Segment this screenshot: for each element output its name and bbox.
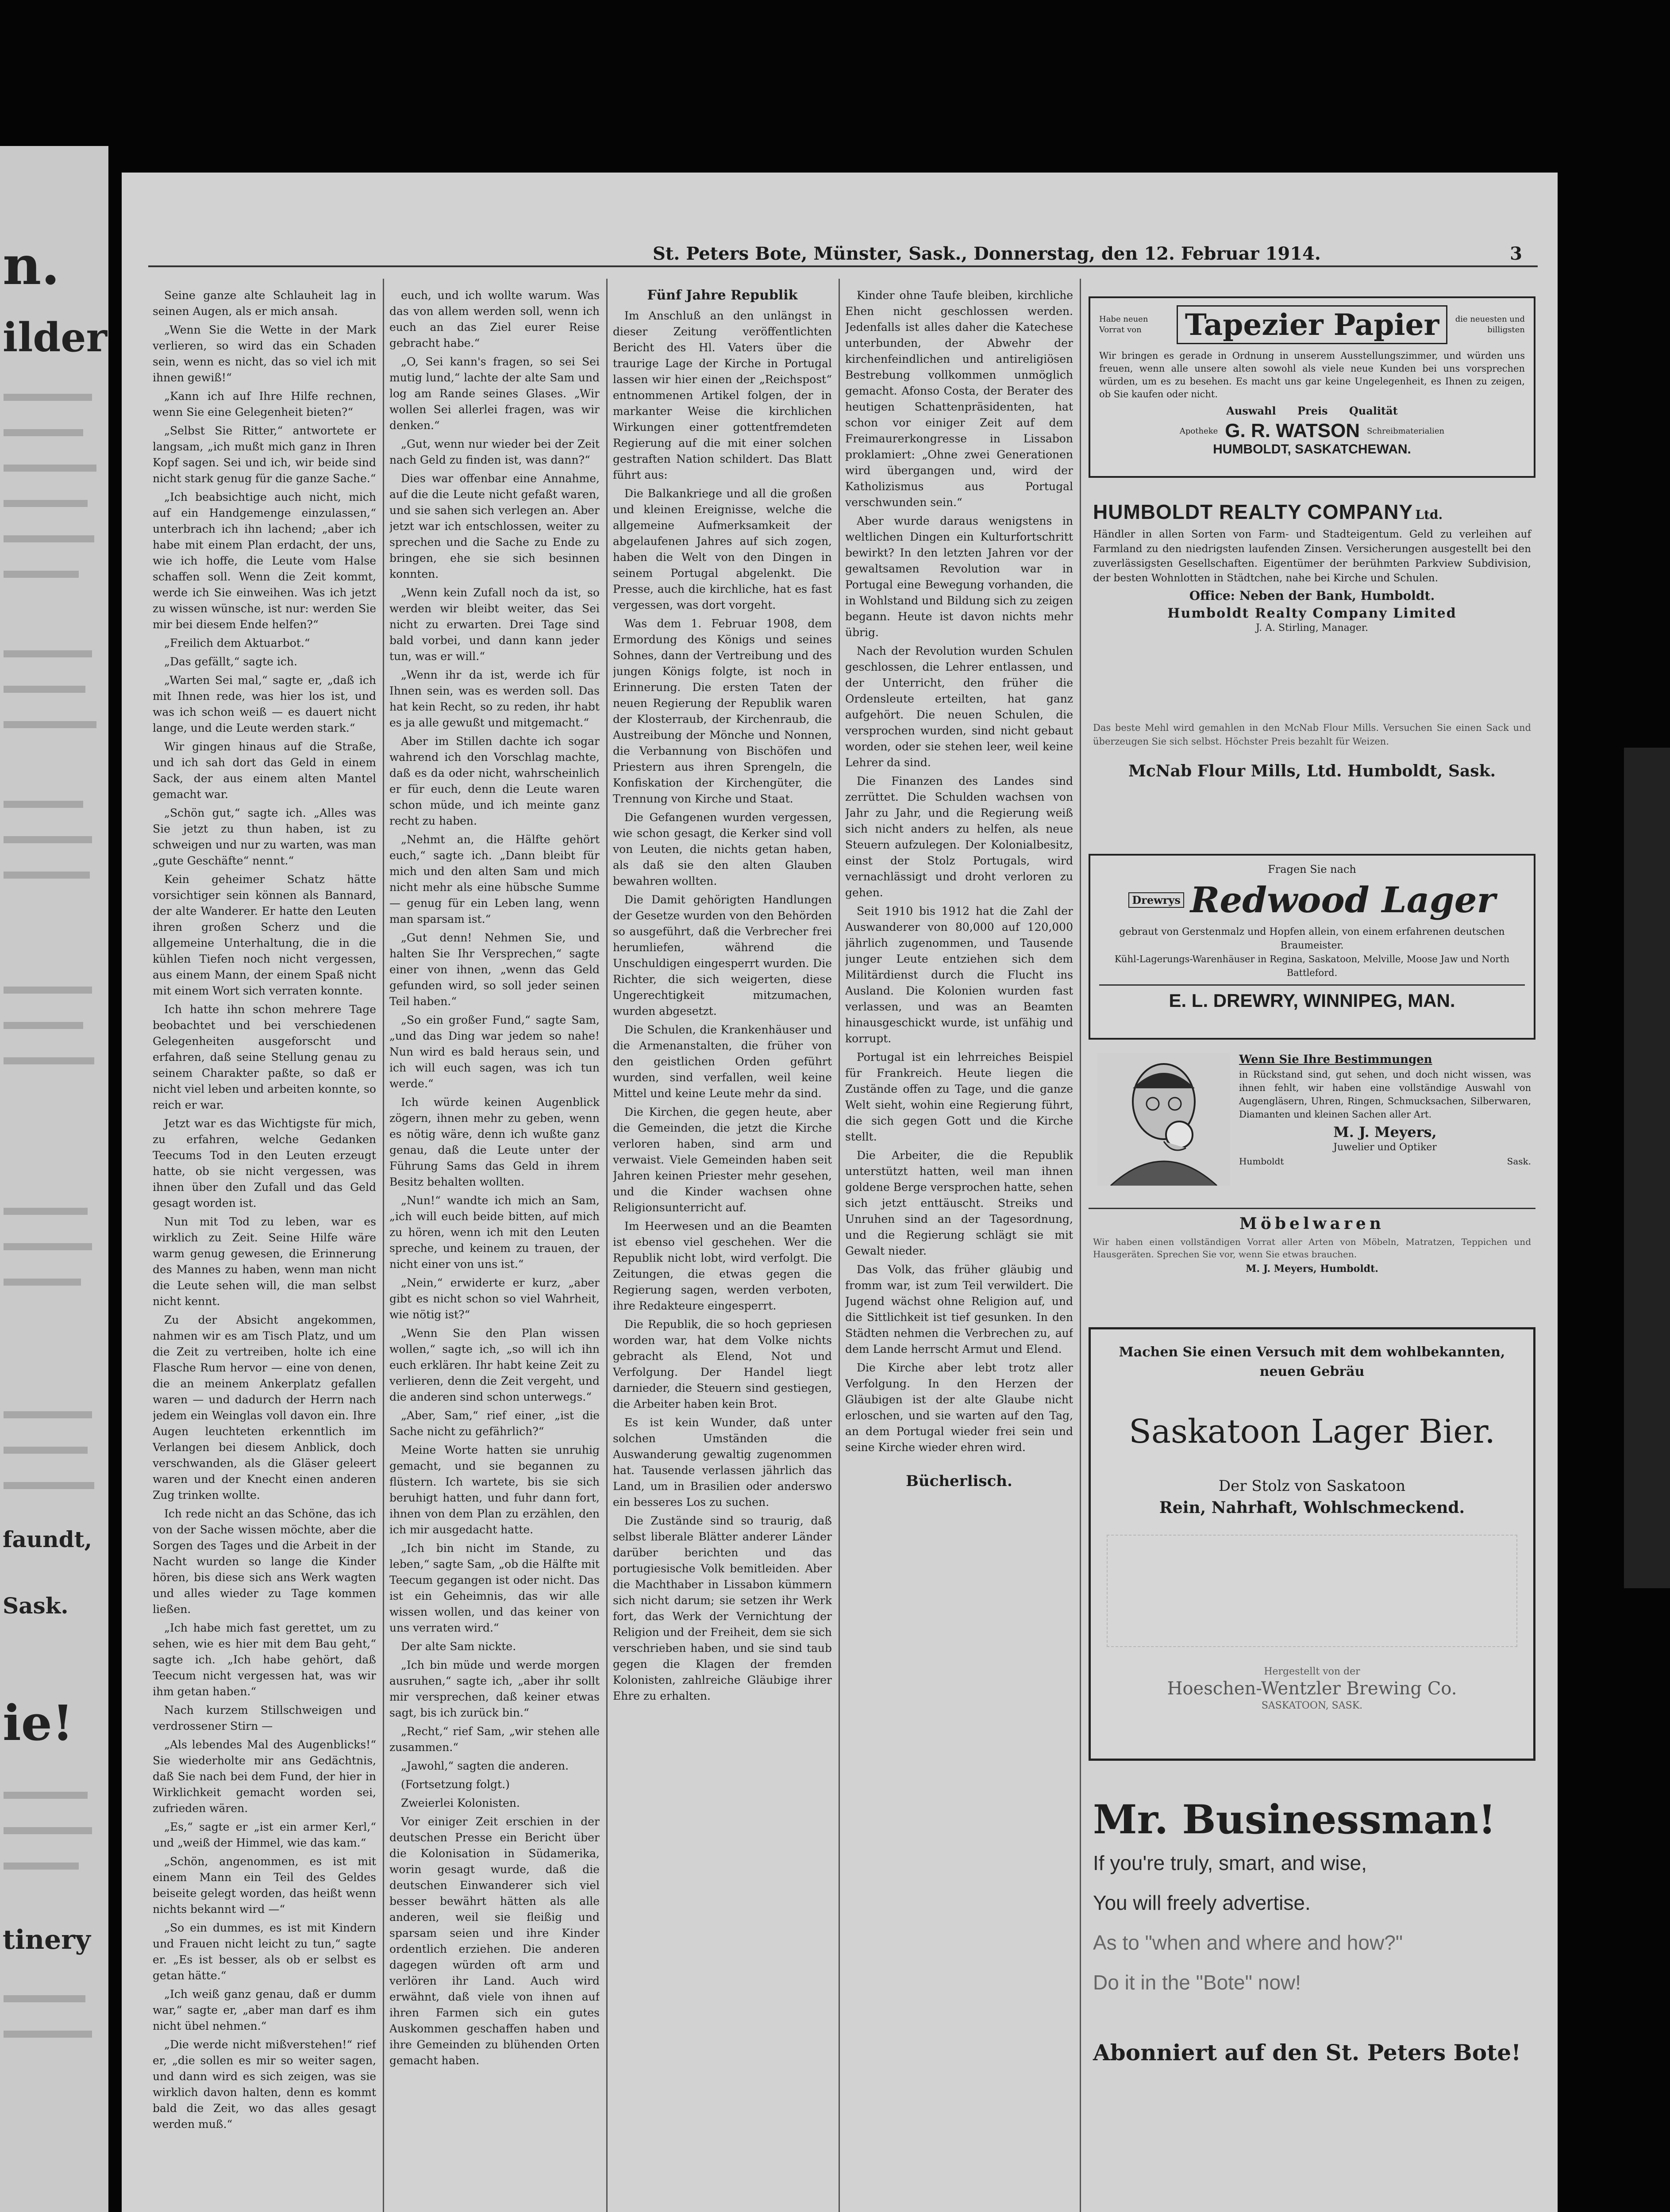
ad-footer: Hergestellt von der [1264, 1666, 1360, 1677]
paragraph: „Schön gut,“ sagte ich. „Alles was Sie jetzt zu thun haben, ist zu schweigen und nur zu warten, was man „gute Geschäfte“ nennt.“ [153, 806, 376, 867]
ad-body: Wir bringen es gerade in Ordnung in unserem Ausstellungszimmer, und würden uns freuen, wenn alle unsere alten sowohl als viele neue Kunden bei uns vorsprechen würden, um es zu besehen. Es macht uns gar keine Ungelegenheit, es Ihnen zu zeigen, ob Sie kaufen oder nicht. [1099, 350, 1525, 399]
paragraph: Die Kirche aber lebt trotz aller Verfolgung. In den Herzen der Gläubigen ist der alte Glaube nicht erloschen, und sie warten auf den Tag, an dem Portugal wieder frei sein und seine Kirche wieder ehren wird. [845, 1361, 1073, 1454]
paragraph: „Nun!“ wandte ich mich an Sam, „ich will euch beide bitten, auf mich zu hören, wenn ich mit den Leuten spreche, und keinem zu trauen, der nicht einer von uns ist.“ [389, 1194, 600, 1271]
paragraph: „Wenn Sie den Plan wissen wollen,“ sagte ich, „so will ich ihn euch erklären. Ihr habt keine Zeit zu verlieren, denn die Zeit vergeht, und die anderen sind schon unterwegs.“ [389, 1327, 600, 1403]
paragraph: „Freilich dem Aktuarbot.“ [164, 637, 310, 649]
paragraph: Die Finanzen des Landes sind zerrüttet. Die Schulden wachsen von Jahr zu Jahr, und die Regierung weiß sich nicht anders zu helfen, als neue Steuern aufzulegen. Der Kolonialbesitz, einst der Stolz Portugals, wird vernachlässigt und droht verloren zu gehen. [845, 775, 1073, 899]
column-divider [606, 279, 608, 2212]
paragraph: „Warten Sei mal,“ sagte er, „daß ich mit Ihnen rede, was hier los ist, und was ich schon weiß — es dauert nicht lange, und die Leute werden stark.“ [153, 674, 376, 734]
paragraph: Die Gefangenen wurden vergessen, wie schon gesagt, die Kerker sind voll von Leuten, die nichts getan haben, als daß sie den alten Glauben bewahren wollten. [613, 811, 832, 887]
ad-town: HUMBOLDT, SASKATCHEWAN. [1213, 442, 1411, 457]
ad-brand-prefix: Drewrys [1128, 892, 1184, 908]
advertisement-column [1089, 288, 1540, 2210]
story-column-2 [389, 288, 600, 2210]
paragraph: „Ich habe mich fast gerettet, um zu sehen, wie es hier mit dem Bau geht,“ sagte ich. „Ich habe gehört, daß Teecum nicht vergessen hat, was wir ihm getan haben.“ [153, 1621, 376, 1698]
ad-moebelwaren [1089, 1214, 1535, 1303]
ad-divider [1089, 1208, 1535, 1209]
paragraph: Aber im Stillen dachte ich sogar wahrend ich den Vorschlag machte, daß es da oder nicht, wahrscheinlich er für euch, denn die Leute waren schon müde, und ich meinte ganz recht zu haben. [389, 735, 600, 827]
story-column-body [613, 308, 832, 1704]
ad-humboldt-realty [1089, 500, 1535, 708]
paragraph: „Gut, wenn nur wieder bei der Zeit nach Geld zu finden ist, was dann?“ [389, 438, 600, 466]
paragraph: Zweierlei Kolonisten. [401, 1797, 520, 1809]
ad-headline: Wenn Sie Ihre Bestimmungen [1239, 1053, 1432, 1066]
ad-dealer-name: G. R. WATSON [1225, 420, 1360, 442]
paragraph: Im Heerwesen und an die Beamten ist ebenso viel geschehen. Wer die Republik nicht lobt, wird verfolgt. Die Zeitungen, die etwas gegen die Regierung sagen, werden verboten, ihre Redakteure eingesperrt. [613, 1220, 832, 1312]
ad-mr-businessman [1089, 1796, 1535, 2026]
ad-title-suffix: Ltd. [1415, 507, 1443, 522]
story-column-1 [153, 288, 376, 2210]
column-end-mark: Bücherlisch. [906, 1472, 1012, 1490]
previous-page-strip [0, 146, 108, 2212]
ad-saskatoon-lager [1089, 1327, 1535, 1761]
page-number: 3 [1510, 243, 1522, 264]
column-divider [1080, 279, 1081, 2212]
paragraph: „Die werde nicht mißverstehen!“ rief er, „die sollen es mir so weiter sagen, und dann wird es sich zeigen, was sie wirklich davon halten, denn es kommt bald die Zeit, wo das alles gesagt werden muß.“ [153, 2038, 376, 2131]
story-column-body [389, 288, 600, 2069]
ad-town: SASKATOON, SASK. [1261, 1700, 1363, 1711]
paragraph: Was dem 1. Februar 1908, dem Ermordung des Königs und seines Sohnes, dann der Vertreibung und des jungen Königs folgte, ist noch in Erinnerung. Die ersten Taten der neuen Regierung der Republik waren der Klosterraub, der Kirchenraub, die Austreibung der Mönche und Nonnen, die Verbannung von Bischöfen und Priestern aus ihren Sprengeln, die Konfiskation der Kirchengüter, die Trennung von Kirche und Staat. [613, 617, 832, 805]
paragraph: Die Kirchen, die gegen heute, aber die Gemeinden, die jetzt die Kirche verloren haben, sind arm und verwaist. Viele Gemeinden haben seit Jahren keinen Priester mehr gesehen, und die Kinder wachsen ohne Religionsunterricht auf. [613, 1106, 832, 1214]
prev-page-fragment: faundt, [3, 1526, 92, 1552]
verse-line: Do it in the "Bote" now! [1093, 1971, 1301, 1994]
ad-town: Humboldt [1239, 1156, 1284, 1167]
column-divider [383, 279, 384, 2212]
paragraph: Der alte Sam nickte. [401, 1640, 516, 1653]
article-column-continued [845, 288, 1073, 2210]
paragraph: Jetzt war es das Wichtigste für mich, zu erfahren, welche Gedanken Teecums Tod in den Leuten erzeugt hatte, ob sie nicht vergessen, was ihnen über den Zufall und das Geld gesagt worden ist. [153, 1117, 376, 1210]
paragraph: Zu der Absicht angekommen, nahmen wir es am Tisch Platz, und um die Zeit zu vertreiben, holte ich eine Flasche Rum hervor — eine von denen, die an meinem Ankerplatz gefallen waren — und dadurch der Herrn nach jedem ein Weinglas voll davon ein. Ihre Augen leuchteten erkenntlich im Verlangen bei diesem Anblick, doch verschwanden, als die Gläser geleert waren und der Knecht einen anderen Zug trinken wollte. [153, 1313, 376, 1502]
paragraph: Die Balkankriege und all die großen und kleinen Ereignisse, welche die allgemeine Aufmerksamkeit der abgelaufenen Jahres auf sich zogen, haben die Welt von den Dingen in seinem Portugal abgelenkt. Die Presse, auch die kirchliche, hat es fast vergessen, was dort vorgeht. [613, 487, 832, 611]
paragraph: „Nehmt an, die Hälfte gehört euch,“ sagte ich. „Dann bleibt für mich und den alten Sam und mich nicht mehr als eine hübsche Summe — genug für ein Leben lang, wenn man sparsam ist.“ [389, 833, 600, 926]
ad-maker: E. L. DREWRY, WINNIPEG, MAN. [1169, 990, 1455, 1011]
paragraph: „Recht,“ rief Sam, „wir stehen alle zusammen.“ [389, 1725, 600, 1754]
ad-invite: Machen Sie einen Versuch mit dem wohlbekannten, neuen Gebräu [1119, 1344, 1505, 1379]
ad-dealer-suffix: Schreibmaterialien [1367, 426, 1445, 436]
paragraph: Kein geheimer Schatz hätte vorsichtiger sein können als Bannard, der alte Wanderer. Er hatte den Leuten ihren großen Scherz und die allgemeine Unterhaltung, die in die kühlen Tiefen noch nicht vergessen, aus einem Mann, der einem Spaß nicht mit einem Wort sich verraten konnte. [153, 873, 376, 997]
paragraph: Das Volk, das früher gläubig und fromm war, ist zum Teil verwildert. Die Jugend wächst ohne Religion auf, und die Sittlichkeit ist tief gesunken. In den Städten nehmen die Verbrechen zu, auf dem Lande herrscht Armut und Elend. [845, 1263, 1073, 1356]
ad-subscribe [1089, 2039, 1535, 2075]
story-column-body [845, 288, 1073, 1455]
paragraph: „Ich bin nicht im Stande, zu leben,“ sagte Sam, „ob die Hälfte mit Teecum gegangen ist oder nicht. Das ist ein Geheimnis, das wir alle wissen wollen, und das keiner von uns verraten wird.“ [389, 1542, 600, 1634]
paragraph: Dies war offenbar eine Annahme, auf die die Leute nicht gefaßt waren, und sie sahen sich verlegen an. Aber jetzt war ich entschlossen, weiter zu sprechen und die Sache zu Ende zu bringen, ehe sie sich besinnen konnten. [389, 472, 600, 580]
paragraph: „Ich beabsichtige auch nicht, mich auf ein Handgemenge einzulassen,“ unterbrach ich ihn lachend; „aber ich habe mit einem Plan erdacht, der uns, wie ich hoffe, die Leute vom Halse schaffen soll. Wenn die Zeit kommt, werde ich Sie einweihen. Was ich jetzt zu wissen wünsche, ist nur: werden Sie mir bei diesem Ende helfen?“ [153, 491, 376, 631]
paragraph: „Es,“ sagte er „ist ein armer Kerl,“ und „weiß der Himmel, wie das kam.“ [153, 1820, 376, 1849]
ad-title: HUMBOLDT REALTY COMPANY [1093, 500, 1413, 523]
ad-office: Office: Neben der Bank, Humboldt. [1189, 588, 1435, 603]
paragraph: Seine ganze alte Schlauheit lag in seinen Augen, als er mich ansah. [153, 289, 376, 318]
verse-line: You will freely advertise. [1093, 1891, 1311, 1914]
paragraph: „Gut denn! Nehmen Sie, und halten Sie Ihr Versprechen,“ sagte einer von ihnen, „wenn das Geld gefunden wird, so soll jeder seinen Teil haben.“ [389, 931, 600, 1008]
story-column-body [153, 288, 376, 2132]
ad-body: in Rückstand sind, gut sehen, und doch nicht wissen, was ihnen fehlt, wir haben eine vollständige Auswahl von Augengläsern, Uhren, Ringen, Schmucksachen, Silberwaren, Diamanten und kleinen Sachen aller Art. [1239, 1069, 1531, 1120]
paragraph: „Aber, Sam,“ rief einer, „ist die Sache nicht zu gefährlich?“ [389, 1409, 600, 1438]
ad-slogan: Rein, Nahrhaft, Wohlschmeckend. [1159, 1498, 1465, 1517]
ad-body: Händler in allen Sorten von Farm- und Stadteigentum. Geld zu verleihen auf Farmland zu den niedrigsten laufenden Zinsen. Versicherungen ausgestellt bei den zuverlässigsten Gesellschaften. Eigentümer der berühmten Parkview Subdivision, der besten Wohnlotten in Städtchen, nahe bei Kirche und Schulen. [1093, 529, 1531, 584]
paragraph: (Fortsetzung folgt.) [401, 1778, 510, 1791]
prev-page-fragment: tinery [3, 1924, 91, 1955]
paragraph: Kinder ohne Taufe bleiben, kirchliche Ehen nicht geschlossen werden. Jedenfalls ist alles daher die Katechese unterbunden, der Abwehr der kirchenfeindlichen und antireligiösen Bestrebung vollkommen unmöglich gemacht. Afonso Costa, der Berater des heutigen Schattenpräsidenten, hat schon vor einiger Zeit auf dem Freimaurerkongresse in Lissabon proklamiert: „Ohne zwei Generationen wird übergangen und, wird der Katholizismus aus Portugal verschwunden sein.“ [845, 289, 1073, 509]
prev-page-fragment: ie! [3, 1694, 74, 1751]
newspaper-page [122, 173, 1558, 2212]
column-divider [839, 279, 840, 2212]
paragraph: „Wenn Sie die Wette in der Mark verlieren, so wird das ein Schaden sein, wenn es nicht, das so viel ich mit ihnen gewiß!“ [153, 323, 376, 384]
paragraph: Nach kurzem Stillschweigen und verdrossener Stirn — [153, 1704, 376, 1732]
ad-verse [1093, 1843, 1531, 2002]
ad-brewery: Hoeschen-Wentzler Brewing Co. [1167, 1678, 1457, 1699]
paragraph: „Ich bin müde und werde morgen ausruhen,“ sagte ich, „aber ihr sollt mir versprechen, daß keiner etwas sagt, bis ich zurück bin.“ [389, 1659, 600, 1719]
ad-side-note: die neuesten und billigsten [1455, 315, 1525, 334]
paragraph: euch, und ich wollte warum. Was das von allem werden soll, wenn ich euch an das Ziel eurer Reise gebracht habe.“ [389, 289, 600, 349]
ad-body: Das beste Mehl wird gemahlen in den McNab Flour Mills. Versuchen Sie einen Sack und überzeugen Sie sich selbst. Höchster Preis bezahlt für Weizen. [1093, 722, 1531, 747]
paragraph: Die Republik, die so hoch gepriesen worden war, hat dem Volke nichts gebracht als Elend, Not und Verfolgung. Der Handel liegt darnieder, die Steuern sind gestiegen, die Arbeiter haben kein Brot. [613, 1318, 832, 1410]
paragraph: Aber wurde daraus wenigstens in weltlichen Dingen ein Kulturfortschritt bewirkt? In den letzten Jahren vor der gewaltsamen Revolution war in Portugal eine Bewegung vorhanden, die in Wohlstand und Bildung sich zu zeigen begann. Heute ist davon nichts mehr übrig. [845, 515, 1073, 639]
paragraph: Die Zustände sind so traurig, daß selbst liberale Blätter anderer Länder darüber berichten und das portugiesische Volk bemitleiden. Aber die Machthaber in Lissabon kümmern sich nicht darum; sie setzen ihr Werk fort, das Werk der Vernichtung der Religion und der Freiheit, dem sie sich verschrieben haben, und sie sind taub gegen die Klagen der fremden Kolonisten, zahlreiche Gläubige ihrer Ehre zu erhalten. [613, 1514, 832, 1702]
prev-page-fragment: Sask. [3, 1593, 69, 1619]
paragraph: „Wenn ihr da ist, werde ich für Ihnen sein, was es werden soll. Das hat kein Recht, so zu reden, ihr habt es ja alle gewußt und mitgemacht.“ [389, 668, 600, 729]
paragraph: „Ich weiß ganz genau, daß er dumm war,“ sagte er, „aber man darf es ihm nicht übel nehmen.“ [153, 1988, 376, 2032]
verse-line: If you're truly, smart, and wise, [1093, 1851, 1367, 1874]
paragraph: Ich rede nicht an das Schöne, das ich von der Sache wissen möchte, aber die Sorgen des Tages und die Arbeit in der Nacht wurden so lange die Kinder hören, bis diese sich ans Werk wagten und alles wieder zu Tage kommen ließen. [153, 1507, 376, 1616]
ad-feature-row: Auswahl Preis Qualität [1226, 404, 1398, 417]
paragraph: Die Arbeiter, die die Republik unterstützt hatten, weil man ihnen goldene Berge versprochen hatte, sehen sich jetzt enttäuscht. Streiks und Unruhen sind an der Tagesordnung, und die Regierung schlägt sie mit Gewalt nieder. [845, 1149, 1073, 1257]
paragraph: Ich hatte ihn schon mehrere Tage beobachtet und bei verschiedenen Gelegenheiten ausgeforscht und erfahren, daß seine Stellung genau zu seinem Charakter paßte, so daß er nicht viel leben und arbeiten konnte, so reich er war. [153, 1003, 376, 1111]
paragraph: Meine Worte hatten sie unruhig gemacht, und sie begannen zu flüstern. Ich wartete, bis sie sich beruhigt hatten, und fuhr dann fort, ihnen von dem Plan zu erzählen, den ich mir ausgedacht hatte. [389, 1444, 600, 1536]
paragraph: „Jawohl,“ sagten die anderen. [401, 1759, 569, 1772]
verse-line: As to "when and where and how?" [1093, 1931, 1403, 1954]
prev-page-fragment: ilder [3, 314, 107, 361]
paragraph: Die Schulen, die Krankenhäuser und die Armenanstalten, die früher von den geistlichen Orden geführt wurden, sind verfallen, weil keine Mittel und keine Leute mehr da sind. [613, 1023, 832, 1100]
paragraph: „Das gefällt,“ sagte ich. [164, 655, 297, 668]
ad-side-note: Habe neuen Vorrat von [1099, 315, 1148, 334]
ad-signature: M. J. Meyers, Humboldt. [1246, 1263, 1378, 1275]
paragraph: „Selbst Sie Ritter,“ antwortete er langsam, „ich mußt mich ganz in Ihren Kopf sagen. Sei und ich, wir beide sind nicht stark genug für die ganze Sache.“ [153, 424, 376, 485]
ad-divider [1099, 984, 1525, 986]
ad-depots: Kühl-Lagerungs-Warenhäuser in Regina, Saskatoon, Melville, Moose Jaw und North Battleford. [1114, 954, 1510, 978]
ad-manager: J. A. Stirling, Manager. [1256, 622, 1368, 634]
ad-tapezier-papier [1089, 296, 1535, 478]
ad-title: Tapezier Papier [1177, 305, 1448, 344]
ad-ask: Fragen Sie nach [1268, 863, 1356, 876]
ad-meyers-jeweller [1089, 1053, 1535, 1199]
paragraph: Vor einiger Zeit erschien in der deutschen Presse ein Bericht über die Kolonisation in Südamerika, worin gesagt wurde, daß die deutschen Einwanderer sich viel besser bewährt hätten als alle anderen, weil sie fleißig und sparsam seien und ihre Kinder ordentlich erziehen. Die anderen dagegen würden oft arm und verlören ihr Land. Auch wird erwähnt, daß viele von ihnen auf ihren Farmen sich ein gutes Auskommen geschaffen haben und ihre Gemeinden zu blühenden Orten gemacht haben. [389, 1815, 600, 2067]
scan-shadow [1624, 748, 1670, 1588]
paragraph: Ich würde keinen Augenblick zögern, ihnen mehr zu geben, wenn es nötig wäre, denn ich wußte ganz genau, daß die Leute unter der Führung Sams das Geld in ihrem Besitz behalten wollten. [389, 1096, 600, 1188]
paragraph: „So ein großer Fund,“ sagte Sam, „und das Ding war jedem so nahe! Nun wird es bald heraus sein, und ich will euch sagen, was ich tun werde.“ [389, 1014, 600, 1090]
prev-page-fragment: n. [3, 234, 60, 297]
ad-title: Möbelwaren [1239, 1214, 1385, 1233]
ad-dealer-prefix: Apotheke [1179, 426, 1218, 436]
ad-pride: Der Stolz von Saskatoon [1218, 1477, 1406, 1495]
paragraph: Wir gingen hinaus auf die Straße, und ich sah dort das Geld in einem Sack, der aus einem alten Mantel gemacht war. [153, 740, 376, 801]
ad-title: Saskatoon Lager Bier. [1129, 1413, 1495, 1451]
paragraph: Es ist kein Wunder, daß unter solchen Umständen die Auswanderung gewaltig zugenommen hat. Tausende verlassen jährlich das Land, um in Brasilien oder anderswo ein besseres Los zu suchen. [613, 1416, 832, 1509]
ad-mcnab-flour [1089, 721, 1535, 854]
header-rule [148, 265, 1538, 267]
ad-signature: McNab Flour Mills, Ltd. Humboldt, Sask. [1128, 762, 1496, 780]
ad-trade: Juwelier und Optiker [1333, 1142, 1437, 1153]
ad-redwood-lager [1089, 854, 1535, 1040]
paragraph: Die Damit gehörigten Handlungen der Gesetze wurden von den Behörden so ausgeführt, daß die Verbrecher frei herumliefen, während die Unschuldigen eingesperrt wurden. Die Richter, die sich weigerten, diese Ungerechtigkeit mitzumachen, wurden abgesetzt. [613, 893, 832, 1018]
ad-bottle-label-area [1107, 1535, 1517, 1647]
paragraph: Portugal ist ein lehrreiches Beispiel für Frankreich. Heute liegen die Zustände offen zu Tage, und die ganze Welt sieht, wohin eine Regierung führt, die sich gegen Gott und die Kirche stellt. [845, 1051, 1073, 1143]
paragraph: Im Anschluß an den unlängst in dieser Zeitung veröffentlichten Bericht des Hl. Vaters über die traurige Lage der Kirche in Portugal lassen wir hier einen der „Reichspost“ entnommenen Artikel folgen, der in markanter Weise die kirchlichen Wirkungen einer gottentfremdeten Regierung auf die mit einer solchen gestraften Nation schildert. Das Blatt führt aus: [613, 309, 832, 481]
ad-name: M. J. Meyers, [1333, 1124, 1437, 1141]
article-column-portugal [613, 288, 832, 2210]
article-heading: Fünf Jahre Republik [647, 288, 798, 303]
paragraph: „Kann ich auf Ihre Hilfe rechnen, wenn Sie eine Gelegenheit bieten?“ [153, 390, 376, 419]
paragraph: Seit 1910 bis 1912 hat die Zahl der Auswanderer von 80,000 auf 120,000 jährlich zugenommen, und Tausende junger Leute entziehen sich dem Militärdienst durch die Flucht ins Ausland. Die Kolonien wurden fast verlassen, und was an Beamten hinausgeschickt wurde, ist unfähig und korrupt. [845, 905, 1073, 1045]
ad-title: Redwood Lager [1190, 879, 1496, 921]
paragraph: „Als lebendes Mal des Augenblicks!“ Sie wiederholte mir ans Gedächtnis, daß Sie nach bei dem Fund, der hier in Wirklichkeit gemacht worden sei, zufrieden wären. [153, 1738, 376, 1815]
paragraph: „So ein dummes, es ist mit Kindern und Frauen nicht leicht zu tun,“ sagte er. „Es ist besser, als ob er selbst es getan hätte.“ [153, 1921, 376, 1982]
paragraph: „Wenn kein Zufall noch da ist, so werden wir bleibt weiter, das Sei nicht zu erwarten. Drei Tage sind bald vorbei, und dann kann jeder tun, was er will.“ [389, 586, 600, 663]
ad-province: Sask. [1507, 1156, 1531, 1167]
paragraph: „Schön, angenommen, es ist mit einem Mann ein Teil des Geldes beiseite gelegt worden, das heißt wenn nichts bekannt wird —“ [153, 1855, 376, 1916]
ad-company: Humboldt Realty Company Limited [1167, 606, 1457, 621]
masthead-line: St. Peters Bote, Münster, Sask., Donnerstag, den 12. Februar 1914. [653, 243, 1321, 264]
paragraph: Nach der Revolution wurden Schulen geschlossen, die Lehrer entlassen, und der Unterricht, den früher die Ordensleute erteilten, hat ganz aufgehört. Die neuen Schulen, die versprochen wurden, sind nicht gebaut worden, oder sie stehen leer, weil keine Lehrer da sind. [845, 645, 1073, 769]
man-with-eyeglass-illustration [1097, 1053, 1230, 1186]
paragraph: „Nein,“ erwiderte er kurz, „aber gibt es nicht schon so viel Wahrheit, wie nötig ist?“ [389, 1276, 600, 1321]
paragraph: „O, Sei kann's fragen, so sei Sei mutig lund,“ lachte der alte Sam und log am Rande seines Glases. „Wir wollen Sei allerlei fragen, was wir denken.“ [389, 355, 600, 432]
paragraph: Nun mit Tod zu leben, war es wirklich zu Zeit. Seine Hilfe wäre warm genug gewesen, die Erinnerung des Mannes zu haben, wenn man nicht die Leute sehen will, die man selbst nicht kennt. [153, 1215, 376, 1308]
ad-title: Mr. Businessman! [1093, 1796, 1496, 1843]
ad-subscribe-text: Abonniert auf den St. Peters Bote! [1093, 2039, 1521, 2066]
ad-body: Wir haben einen vollständigen Vorrat aller Arten von Möbeln, Matratzen, Teppichen und Hausgeräten. Sprechen Sie vor, wenn Sie etwas brauchen. [1093, 1237, 1531, 1260]
ad-body: gebraut von Gerstenmalz und Hopfen allein, von einem erfahrenen deutschen Braumeister. [1119, 926, 1505, 951]
